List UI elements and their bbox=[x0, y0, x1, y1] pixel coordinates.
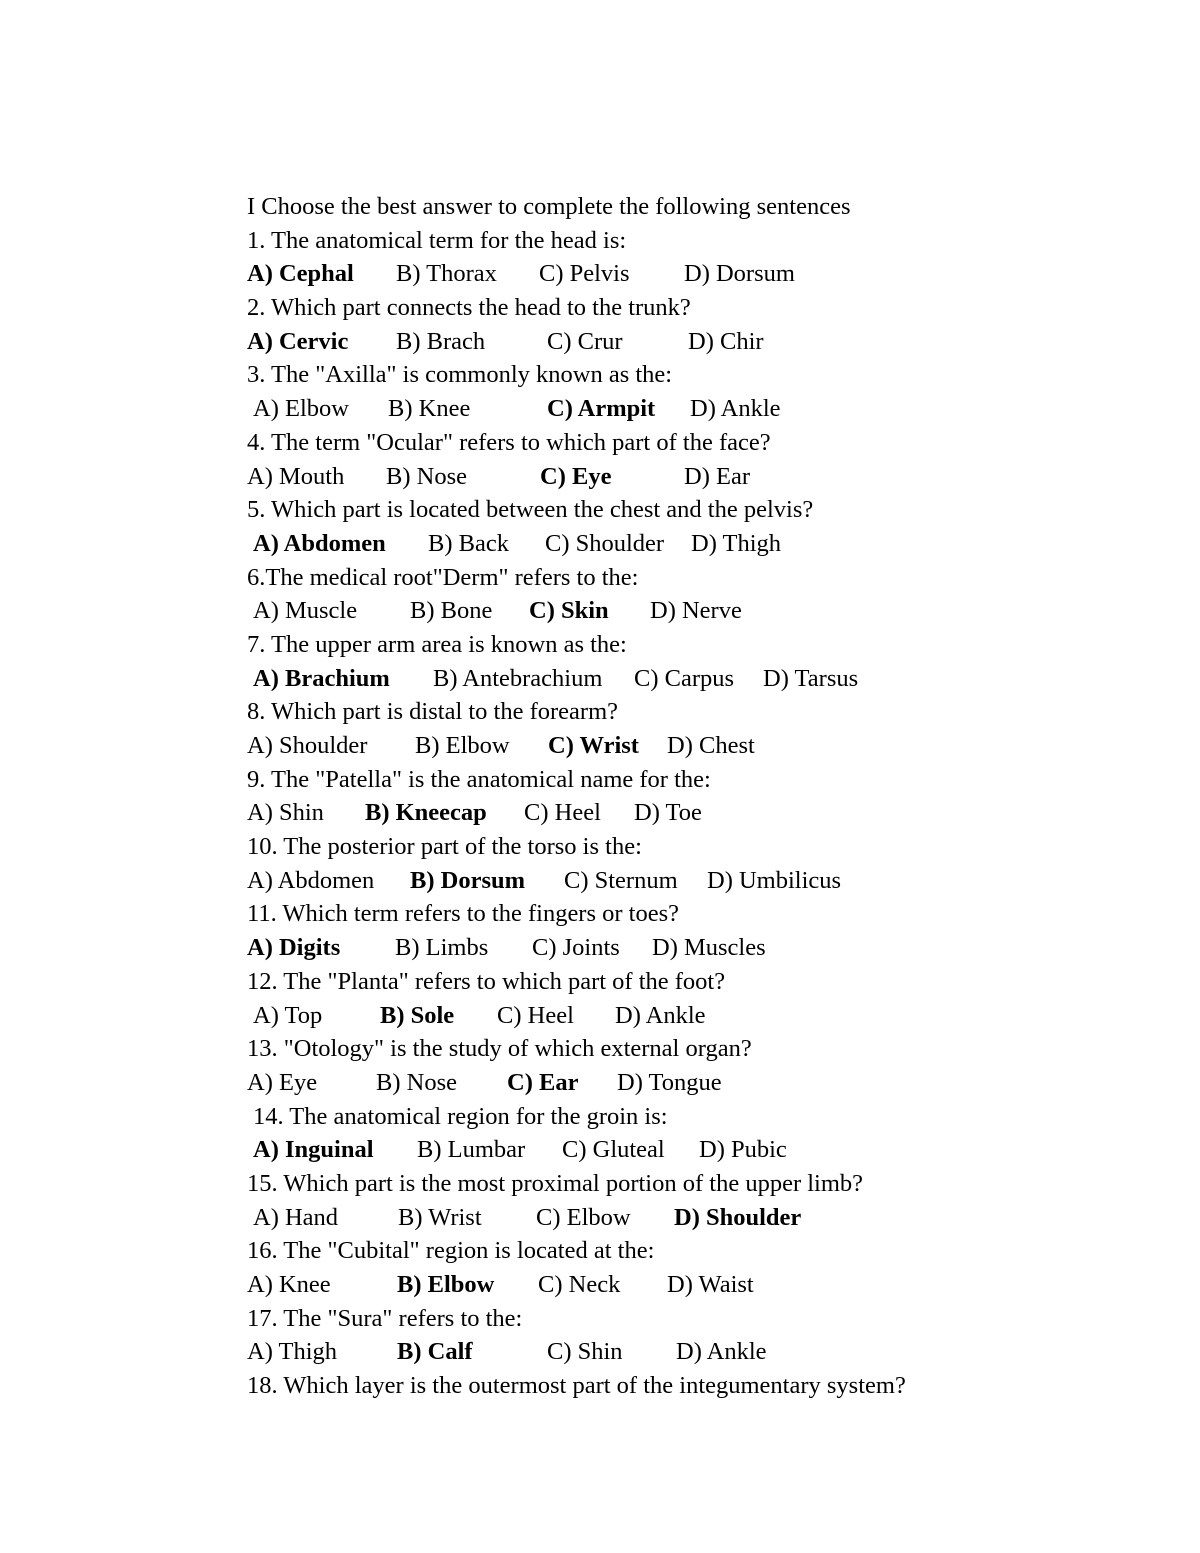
answer-options bbox=[247, 729, 1147, 763]
quiz-content bbox=[247, 190, 1147, 1403]
option-a: A) Shin bbox=[247, 799, 324, 827]
answer-options bbox=[247, 1335, 1147, 1369]
answer-options bbox=[247, 864, 1147, 898]
option-a-correct: A) Cephal bbox=[247, 260, 354, 288]
answer-options bbox=[247, 257, 1147, 291]
answer-options bbox=[247, 1133, 1147, 1167]
option-d: D) Thigh bbox=[691, 529, 782, 557]
option-a: A) Shoulder bbox=[247, 732, 368, 759]
answer-options bbox=[247, 1201, 1147, 1235]
option-b: B) Nose bbox=[386, 462, 467, 490]
answer-options bbox=[247, 594, 1147, 628]
answer-options bbox=[247, 392, 1147, 426]
option-a: A) Thigh bbox=[247, 1338, 338, 1366]
answer-options bbox=[247, 1268, 1147, 1302]
option-c-correct: C) Wrist bbox=[548, 732, 639, 759]
option-c: C) Elbow bbox=[536, 1203, 631, 1231]
option-c: C) Heel bbox=[524, 799, 601, 827]
question-text: 9. The "Patella" is the anatomical name for the: bbox=[247, 765, 711, 793]
option-c: C) Pelvis bbox=[539, 260, 630, 288]
option-a-correct: A) Inguinal bbox=[253, 1136, 374, 1164]
option-d: D) Toe bbox=[634, 799, 702, 827]
option-d: D) Pubic bbox=[699, 1136, 787, 1164]
option-b-correct: B) Sole bbox=[380, 1001, 455, 1029]
answer-options bbox=[247, 527, 1147, 561]
question-text: 1. The anatomical term for the head is: bbox=[247, 226, 627, 254]
question-text: 5. Which part is located between the chest and the pelvis? bbox=[247, 496, 814, 524]
option-c: C) Neck bbox=[538, 1271, 621, 1298]
option-a-correct: A) Digits bbox=[247, 934, 341, 962]
option-a: A) Hand bbox=[253, 1203, 339, 1231]
option-b: B) Back bbox=[428, 529, 509, 557]
option-d: D) Umbilicus bbox=[707, 866, 842, 894]
question-text: 17. The "Sura" refers to the: bbox=[247, 1304, 523, 1332]
option-d: D) Chir bbox=[688, 327, 764, 355]
question-text: 15. Which part is the most proximal portion of the upper limb? bbox=[247, 1169, 864, 1197]
option-b: B) Bone bbox=[410, 597, 493, 625]
option-a-correct: A) Abdomen bbox=[253, 529, 386, 557]
answer-options bbox=[247, 325, 1147, 359]
question-text: 18. Which layer is the outermost part of the integumentary system? bbox=[247, 1372, 906, 1400]
option-d: D) Ankle bbox=[615, 1001, 706, 1029]
question-text: 4. The term "Ocular" refers to which part of the face? bbox=[247, 428, 771, 456]
option-d: D) Tongue bbox=[617, 1068, 722, 1096]
option-c-correct: C) Eye bbox=[540, 462, 612, 490]
option-d: D) Ankle bbox=[676, 1338, 767, 1366]
option-c: C) Gluteal bbox=[562, 1136, 665, 1164]
option-d: D) Tarsus bbox=[763, 664, 859, 692]
option-d: D) Nerve bbox=[650, 597, 742, 625]
option-c: C) Shoulder bbox=[545, 529, 665, 557]
answer-options bbox=[247, 931, 1147, 965]
question-text: 11. Which term refers to the fingers or toes? bbox=[247, 900, 680, 928]
option-a: A) Mouth bbox=[247, 462, 345, 490]
option-a: A) Top bbox=[253, 1001, 323, 1029]
option-a: A) Abdomen bbox=[247, 866, 375, 894]
answer-options bbox=[247, 662, 1147, 696]
option-b: B) Brach bbox=[396, 327, 486, 355]
option-c: C) Shin bbox=[547, 1338, 623, 1366]
option-b: B) Wrist bbox=[398, 1203, 482, 1231]
option-d: D) Dorsum bbox=[684, 260, 795, 288]
option-c: C) Carpus bbox=[634, 664, 735, 692]
option-c: C) Heel bbox=[497, 1001, 574, 1029]
option-c: C) Crur bbox=[547, 327, 623, 355]
answer-options bbox=[247, 1066, 1147, 1100]
question-text: 13. "Otology" is the study of which external organ? bbox=[247, 1035, 752, 1063]
option-b: B) Lumbar bbox=[417, 1136, 526, 1164]
question-text: 7. The upper arm area is known as the: bbox=[247, 630, 627, 658]
question-text: 14. The anatomical region for the groin is: bbox=[253, 1102, 668, 1130]
option-b: B) Knee bbox=[388, 395, 471, 423]
answer-options bbox=[247, 460, 1147, 494]
answer-options bbox=[247, 796, 1147, 830]
option-a: A) Elbow bbox=[253, 395, 349, 423]
instruction-heading: I Choose the best answer to complete the following sentences bbox=[247, 193, 851, 220]
option-a: A) Knee bbox=[247, 1271, 331, 1298]
option-b: B) Thorax bbox=[396, 260, 497, 288]
question-text: 2. Which part connects the head to the trunk? bbox=[247, 294, 691, 322]
question-text: 6.The medical root"Derm" refers to the: bbox=[247, 563, 639, 591]
option-b: B) Nose bbox=[376, 1068, 457, 1096]
option-b-correct: B) Calf bbox=[397, 1338, 473, 1366]
option-b-correct: B) Elbow bbox=[397, 1271, 495, 1298]
answer-options bbox=[247, 999, 1147, 1033]
option-c: C) Sternum bbox=[564, 866, 678, 894]
option-b: B) Elbow bbox=[415, 732, 510, 759]
option-b: B) Antebrachium bbox=[433, 664, 603, 692]
option-c-correct: C) Skin bbox=[529, 597, 609, 625]
question-text: 16. The "Cubital" region is located at the: bbox=[247, 1237, 655, 1265]
option-d: D) Ear bbox=[684, 462, 750, 490]
option-b-correct: B) Dorsum bbox=[410, 866, 526, 894]
option-b: B) Limbs bbox=[395, 934, 489, 962]
option-a-correct: A) Cervic bbox=[247, 327, 349, 355]
question-text: 8. Which part is distal to the forearm? bbox=[247, 698, 619, 726]
option-a: A) Eye bbox=[247, 1068, 318, 1096]
question-text: 12. The "Planta" refers to which part of the foot? bbox=[247, 967, 726, 995]
question-text: 10. The posterior part of the torso is the: bbox=[247, 833, 642, 861]
option-d: D) Waist bbox=[667, 1271, 754, 1298]
option-c: C) Joints bbox=[532, 934, 620, 962]
option-c-correct: C) Ear bbox=[507, 1068, 579, 1096]
option-d-correct: D) Shoulder bbox=[674, 1203, 802, 1231]
option-a-correct: A) Brachium bbox=[253, 664, 390, 692]
option-c-correct: C) Armpit bbox=[547, 395, 656, 423]
option-b-correct: B) Kneecap bbox=[365, 799, 487, 827]
option-d: D) Muscles bbox=[652, 934, 766, 962]
option-a: A) Muscle bbox=[253, 597, 358, 625]
question-text: 3. The "Axilla" is commonly known as the: bbox=[247, 361, 673, 389]
option-d: D) Chest bbox=[667, 732, 755, 759]
option-d: D) Ankle bbox=[690, 395, 781, 423]
